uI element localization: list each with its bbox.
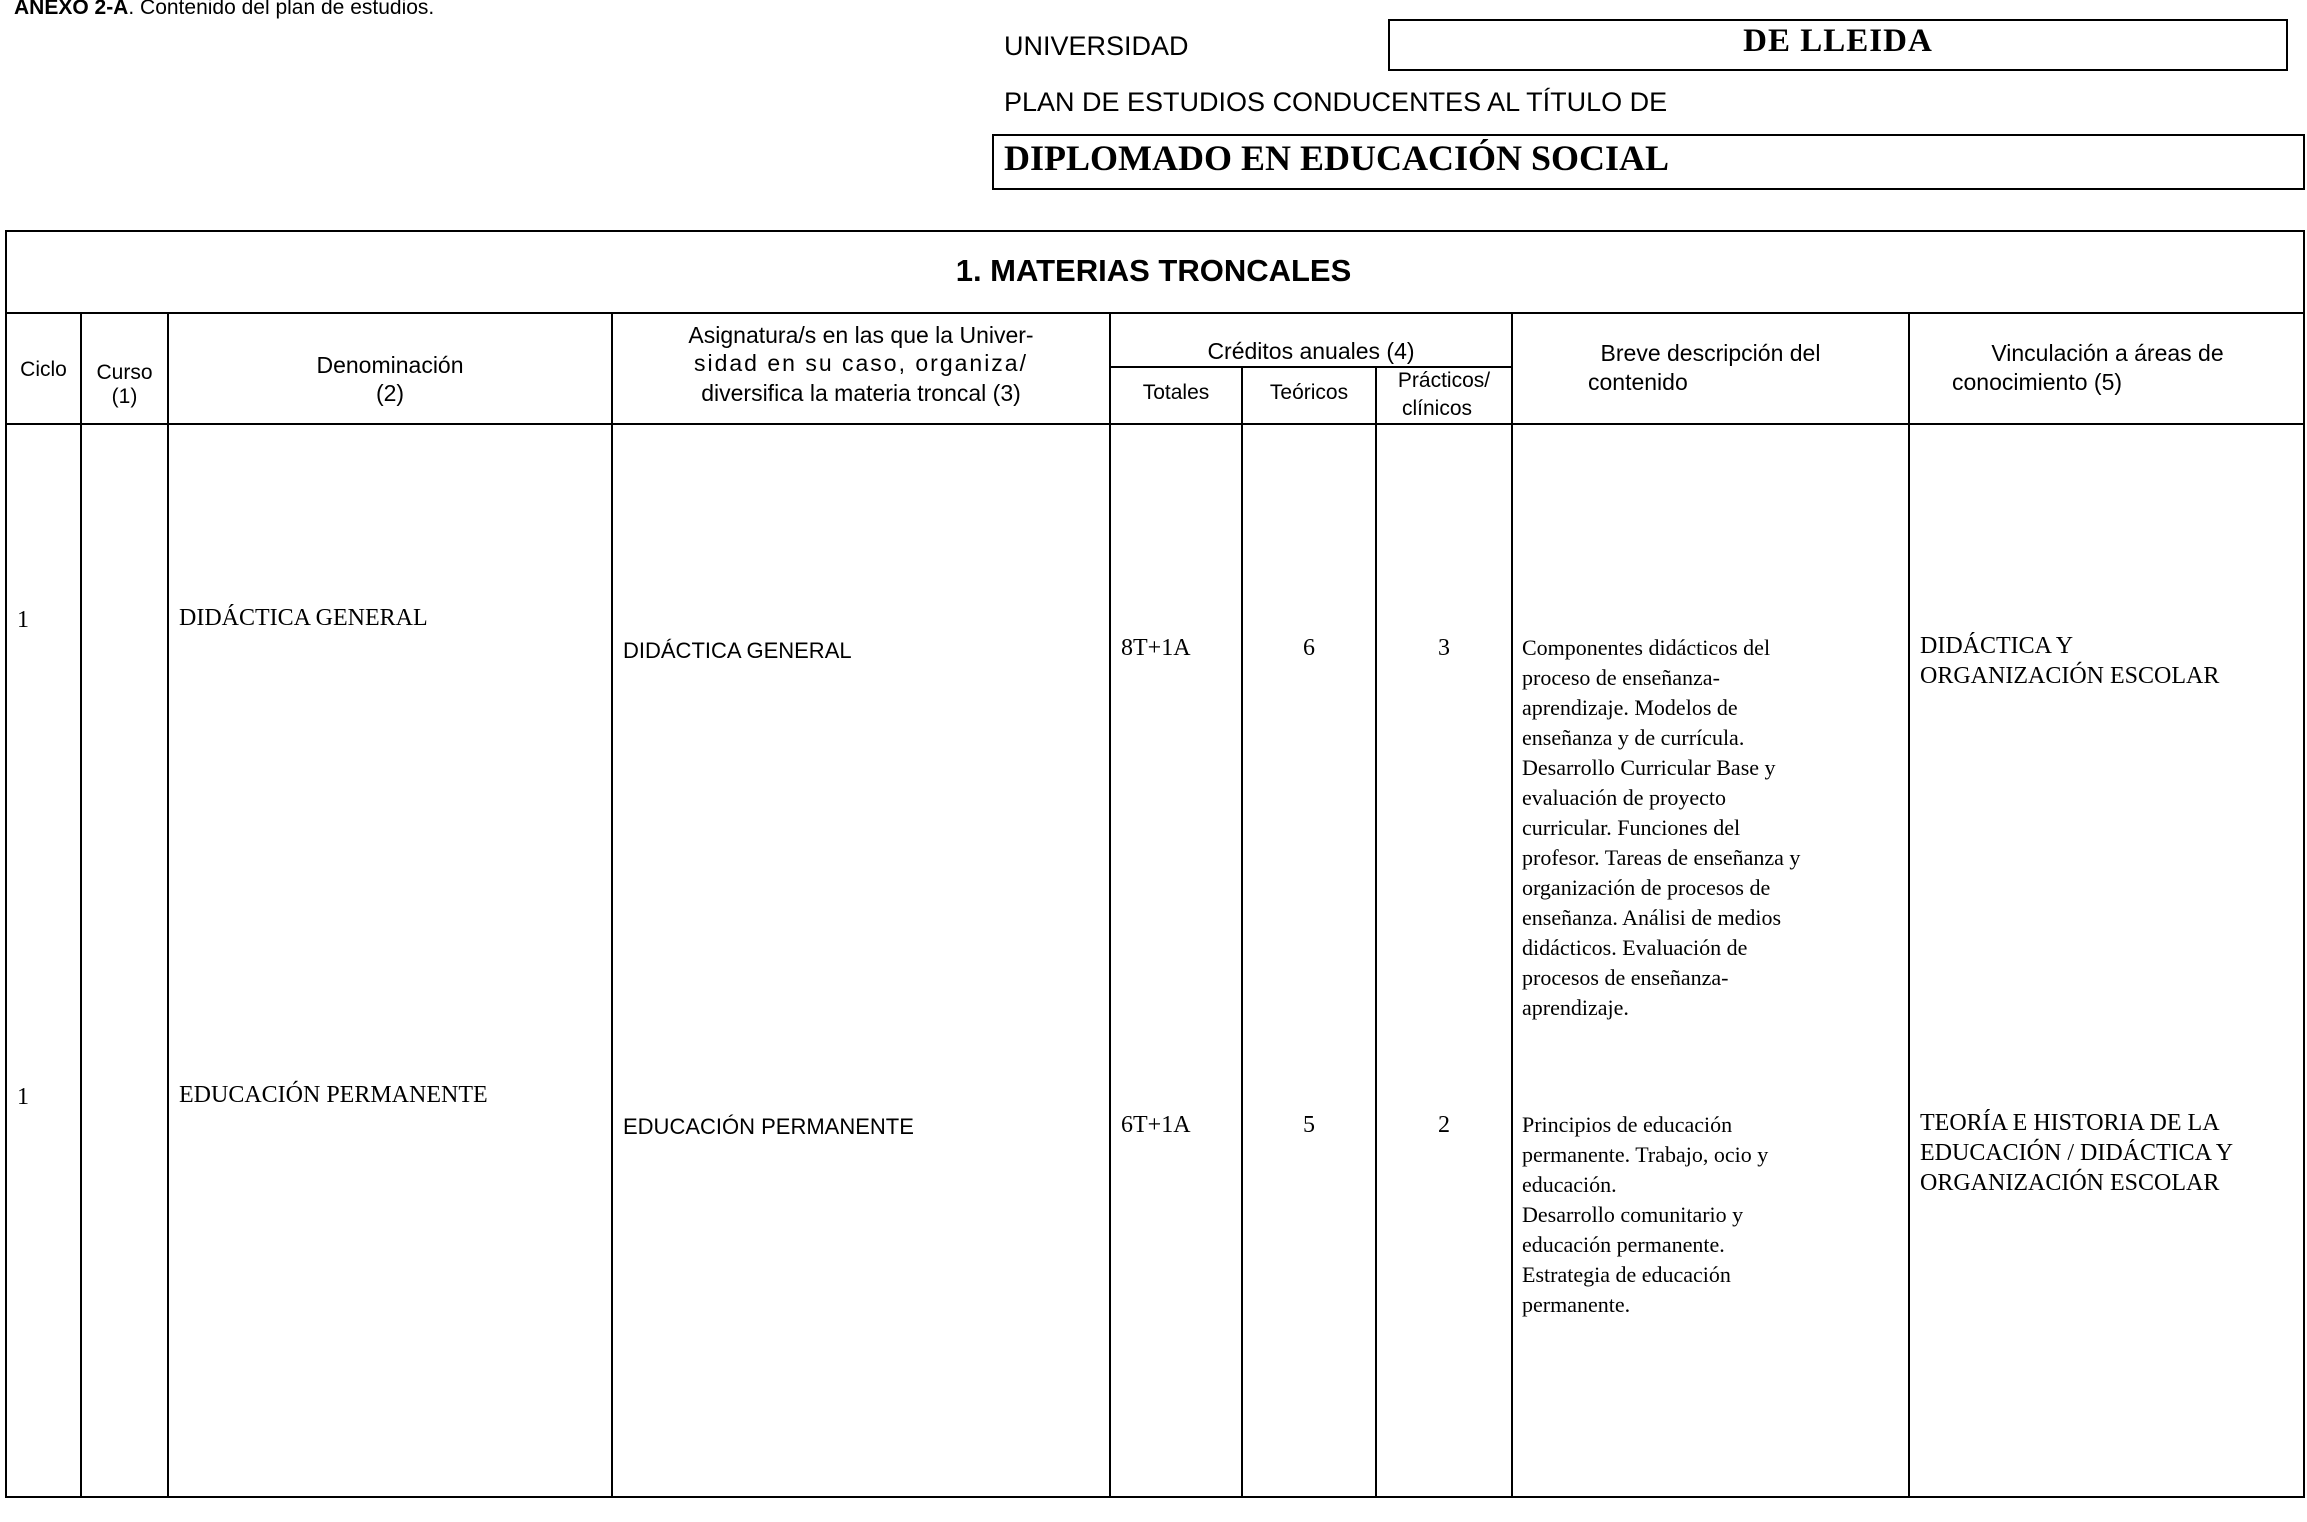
col-header-ciclo: Ciclo <box>20 358 67 381</box>
row1-practicos: 3 <box>1438 635 1450 661</box>
col-divider <box>1908 312 1910 1498</box>
plan-label: PLAN DE ESTUDIOS CONDUCENTES AL TÍTULO DE <box>1004 87 1668 117</box>
degree-title: DIPLOMADO EN EDUCACIÓN SOCIAL <box>1004 138 1670 178</box>
university-box <box>1388 19 2288 71</box>
col-divider <box>80 312 82 1498</box>
col-header-asignatura-l2: sidad en su caso, organiza/ <box>693 350 1028 376</box>
desc-line: proceso de enseñanza- <box>1522 665 1720 690</box>
col-header-descripcion-l1: Breve descripción del <box>1600 340 1821 366</box>
col-header-practicos-l2: clínicos <box>1401 397 1473 420</box>
col-divider <box>167 312 169 1498</box>
university-label: UNIVERSIDAD <box>1004 31 1189 61</box>
desc-line: profesor. Tareas de enseñanza y <box>1522 845 1801 870</box>
col-divider <box>1109 312 1111 1498</box>
annex-caption <box>14 0 434 20</box>
vinc-line: DIDÁCTICA Y <box>1920 633 2074 659</box>
col-divider <box>611 312 613 1498</box>
vinc-line: ORGANIZACIÓN ESCOLAR <box>1920 663 2220 689</box>
table-rule-header <box>5 423 2305 425</box>
desc-line: Desarrollo Curricular Base y <box>1522 755 1776 780</box>
annex-label: ANEXO 2-A <box>14 0 129 19</box>
table-rule-title <box>5 312 2305 314</box>
row2-totales: 6T+1A <box>1121 1112 1191 1138</box>
col-header-denominacion-note: (2) <box>375 380 405 406</box>
desc-line: evaluación de proyecto <box>1522 785 1727 810</box>
desc-line: educación. <box>1522 1172 1617 1197</box>
annex-text: . Contenido del plan de estudios. <box>128 0 435 19</box>
desc-line: curricular. Funciones del <box>1522 815 1741 840</box>
row2-denominacion: EDUCACIÓN PERMANENTE <box>179 1082 488 1108</box>
row1-descripcion <box>1522 633 1800 1023</box>
col-header-creditos: Créditos anuales (4) <box>1207 338 1415 364</box>
desc-line: Estrategia de educación <box>1522 1262 1731 1287</box>
col-header-teoricos: Teóricos <box>1269 381 1349 404</box>
col-header-vinculacion-l2: conocimiento (5) <box>1952 369 2123 395</box>
desc-line: enseñanza. Análisi de medios <box>1522 905 1782 930</box>
row2-descripcion <box>1522 1110 1768 1320</box>
row2-ciclo: 1 <box>17 1084 29 1110</box>
table-rule-credits <box>1109 366 1511 368</box>
row2-vinculacion <box>1920 1108 2233 1198</box>
university-name: DE LLEIDA <box>1743 23 1933 59</box>
section-title: 1. MATERIAS TRONCALES <box>955 253 1352 288</box>
desc-line: Desarrollo comunitario y <box>1522 1202 1744 1227</box>
desc-line: procesos de enseñanza- <box>1522 965 1729 990</box>
col-header-asignatura-l1: Asignatura/s en las que la Univer- <box>688 322 1034 348</box>
desc-line: Componentes didácticos del <box>1522 635 1771 660</box>
desc-line: permanente. Trabajo, ocio y <box>1522 1142 1769 1167</box>
desc-line: enseñanza y de currícula. <box>1522 725 1745 750</box>
desc-line: permanente. <box>1522 1292 1631 1317</box>
col-divider <box>1511 312 1513 1498</box>
row2-practicos: 2 <box>1438 1112 1450 1138</box>
col-header-practicos-l1: Prácticos/ <box>1397 369 1491 392</box>
row1-denominacion: DIDÁCTICA GENERAL <box>179 605 428 631</box>
desc-line: organización de procesos de <box>1522 875 1771 900</box>
col-header-asignatura-l3: diversifica la materia troncal (3) <box>701 380 1021 406</box>
row2-asignatura: EDUCACIÓN PERMANENTE <box>623 1114 914 1139</box>
col-header-totales: Totales <box>1142 381 1210 404</box>
col-header-curso: Curso <box>96 361 153 384</box>
desc-line: aprendizaje. Modelos de <box>1522 695 1738 720</box>
row1-totales: 8T+1A <box>1121 635 1191 661</box>
col-header-curso-note: (1) <box>111 385 138 408</box>
row1-asignatura: DIDÁCTICA GENERAL <box>623 638 852 663</box>
desc-line: didácticos. Evaluación de <box>1522 935 1748 960</box>
row1-teoricos: 6 <box>1303 635 1315 661</box>
degree-title-box <box>992 134 2305 190</box>
vinc-line: ORGANIZACIÓN ESCOLAR <box>1920 1170 2220 1196</box>
desc-line: aprendizaje. <box>1522 995 1629 1020</box>
col-divider <box>1375 366 1377 1498</box>
col-header-denominacion: Denominación <box>316 352 464 378</box>
row1-ciclo: 1 <box>17 607 29 633</box>
vinc-line: TEORÍA E HISTORIA DE LA <box>1920 1110 2220 1136</box>
row2-teoricos: 5 <box>1303 1112 1315 1138</box>
desc-line: educación permanente. <box>1522 1232 1725 1257</box>
subjects-table <box>5 230 2305 1498</box>
desc-line: Principios de educación <box>1522 1112 1733 1137</box>
col-header-vinculacion-l1: Vinculación a áreas de <box>1991 340 2224 366</box>
col-divider <box>1241 366 1243 1498</box>
col-header-descripcion-l2: contenido <box>1588 369 1688 395</box>
row1-vinculacion <box>1920 631 2219 691</box>
vinc-line: EDUCACIÓN / DIDÁCTICA Y <box>1920 1140 2234 1166</box>
